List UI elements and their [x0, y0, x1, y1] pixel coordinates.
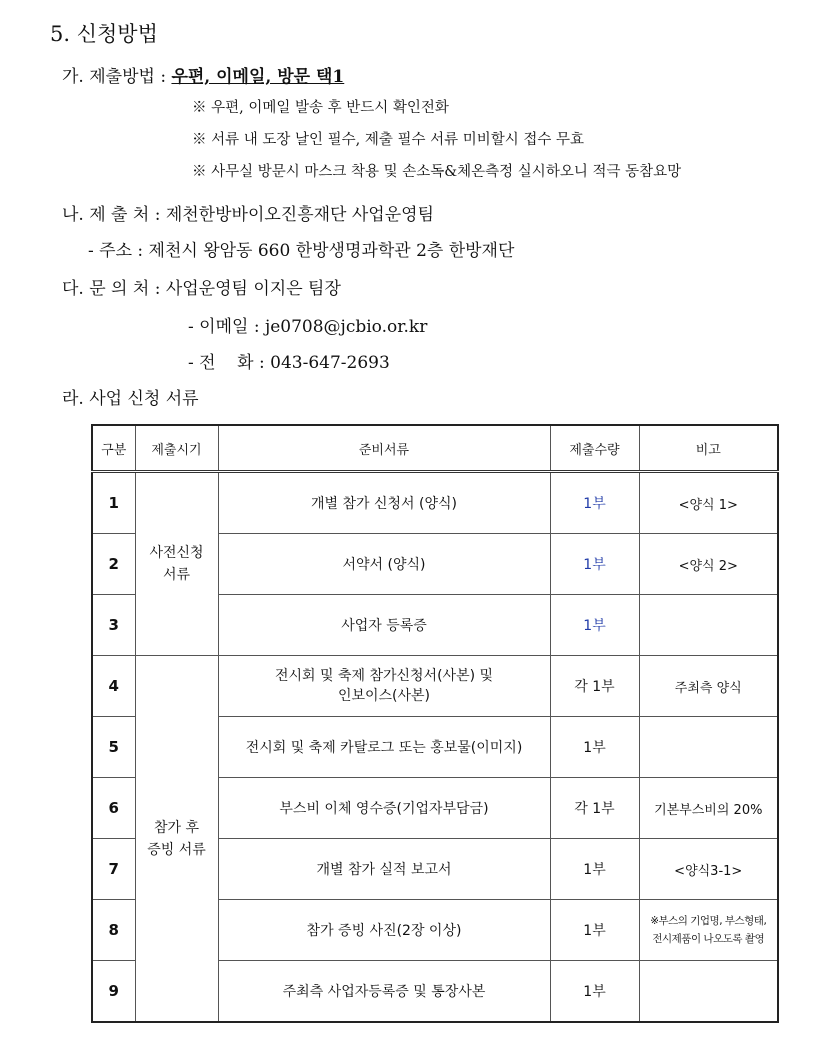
row-remark: 주최측 양식	[639, 656, 778, 717]
group-pre-application: 사전신청 서류	[135, 472, 218, 656]
row-number: 2	[92, 534, 135, 595]
row-quantity: 1부	[550, 961, 639, 1023]
row-document: 전시회 및 축제 참가신청서(사본) 및 인보이스(사본)	[218, 656, 550, 717]
row-quantity: 1부	[550, 839, 639, 900]
row-number: 7	[92, 839, 135, 900]
row-number: 9	[92, 961, 135, 1023]
row-number: 6	[92, 778, 135, 839]
row-document: 주최측 사업자등록증 및 통장사본	[218, 961, 550, 1023]
documents-table	[91, 424, 779, 1023]
row-document: 개별 참가 신청서 (양식)	[218, 472, 550, 534]
row-quantity: 각 1부	[550, 656, 639, 717]
row-remark: ※부스의 기업명, 부스형태, 전시제품이 나오도록 촬영	[639, 900, 778, 961]
row-document: 사업자 등록증	[218, 595, 550, 656]
row-quantity: 1부	[550, 900, 639, 961]
method-note-2: ※ 서류 내 도장 날인 필수, 제출 필수 서류 미비할시 접수 무효	[192, 132, 584, 148]
contact-email: - 이메일 : je0708@jcbio.or.kr	[188, 317, 428, 337]
row-remark: 기본부스비의 20%	[639, 778, 778, 839]
row-number: 5	[92, 717, 135, 778]
row-document: 개별 참가 실적 보고서	[218, 839, 550, 900]
row-remark: <양식3-1>	[639, 839, 778, 900]
row-number: 4	[92, 656, 135, 717]
docs-title: 라. 사업 신청 서류	[62, 389, 199, 409]
row-number: 3	[92, 595, 135, 656]
submit-to-line: 나. 제 출 처 : 제천한방바이오진흥재단 사업운영팀	[62, 205, 434, 225]
header-quantity: 제출수량	[550, 425, 639, 472]
header-documents: 준비서류	[218, 425, 550, 472]
contact-line: 다. 문 의 처 : 사업운영팀 이지은 팀장	[62, 279, 341, 299]
table-header-row	[92, 425, 778, 472]
row-document: 전시회 및 축제 카탈로그 또는 홍보물(이미지)	[218, 717, 550, 778]
section-title: 5. 신청방법	[50, 22, 158, 46]
row-quantity: 각 1부	[550, 778, 639, 839]
row-quantity: 1부	[550, 472, 639, 534]
row-number: 8	[92, 900, 135, 961]
method-line	[62, 62, 344, 87]
row-document: 참가 증빙 사진(2장 이상)	[218, 900, 550, 961]
group-post-participation: 참가 후 증빙 서류	[135, 656, 218, 1023]
row-remark: <양식 1>	[639, 472, 778, 534]
table-row	[92, 472, 778, 534]
method-value: 우편, 이메일, 방문 택1	[171, 67, 345, 87]
row-quantity: 1부	[550, 595, 639, 656]
contact-phone: - 전 화 : 043-647-2693	[188, 353, 390, 373]
table-row	[92, 656, 778, 717]
row-remark	[639, 595, 778, 656]
row-document: 서약서 (양식)	[218, 534, 550, 595]
header-remarks: 비고	[639, 425, 778, 472]
header-timing: 제출시기	[135, 425, 218, 472]
row-remark	[639, 961, 778, 1023]
row-remark: <양식 2>	[639, 534, 778, 595]
row-number: 1	[92, 472, 135, 534]
row-document: 부스비 이체 영수증(기업자부담금)	[218, 778, 550, 839]
row-quantity: 1부	[550, 534, 639, 595]
row-quantity: 1부	[550, 717, 639, 778]
method-label: 가. 제출방법 :	[62, 67, 172, 87]
method-note-3: ※ 사무실 방문시 마스크 착용 및 손소독&체온측정 실시하오니 적극 동참요망	[192, 164, 682, 180]
submit-address: - 주소 : 제천시 왕암동 660 한방생명과학관 2층 한방재단	[88, 241, 515, 261]
row-remark	[639, 717, 778, 778]
method-note-1: ※ 우편, 이메일 발송 후 반드시 확인전화	[192, 100, 449, 116]
header-category: 구분	[92, 425, 135, 472]
